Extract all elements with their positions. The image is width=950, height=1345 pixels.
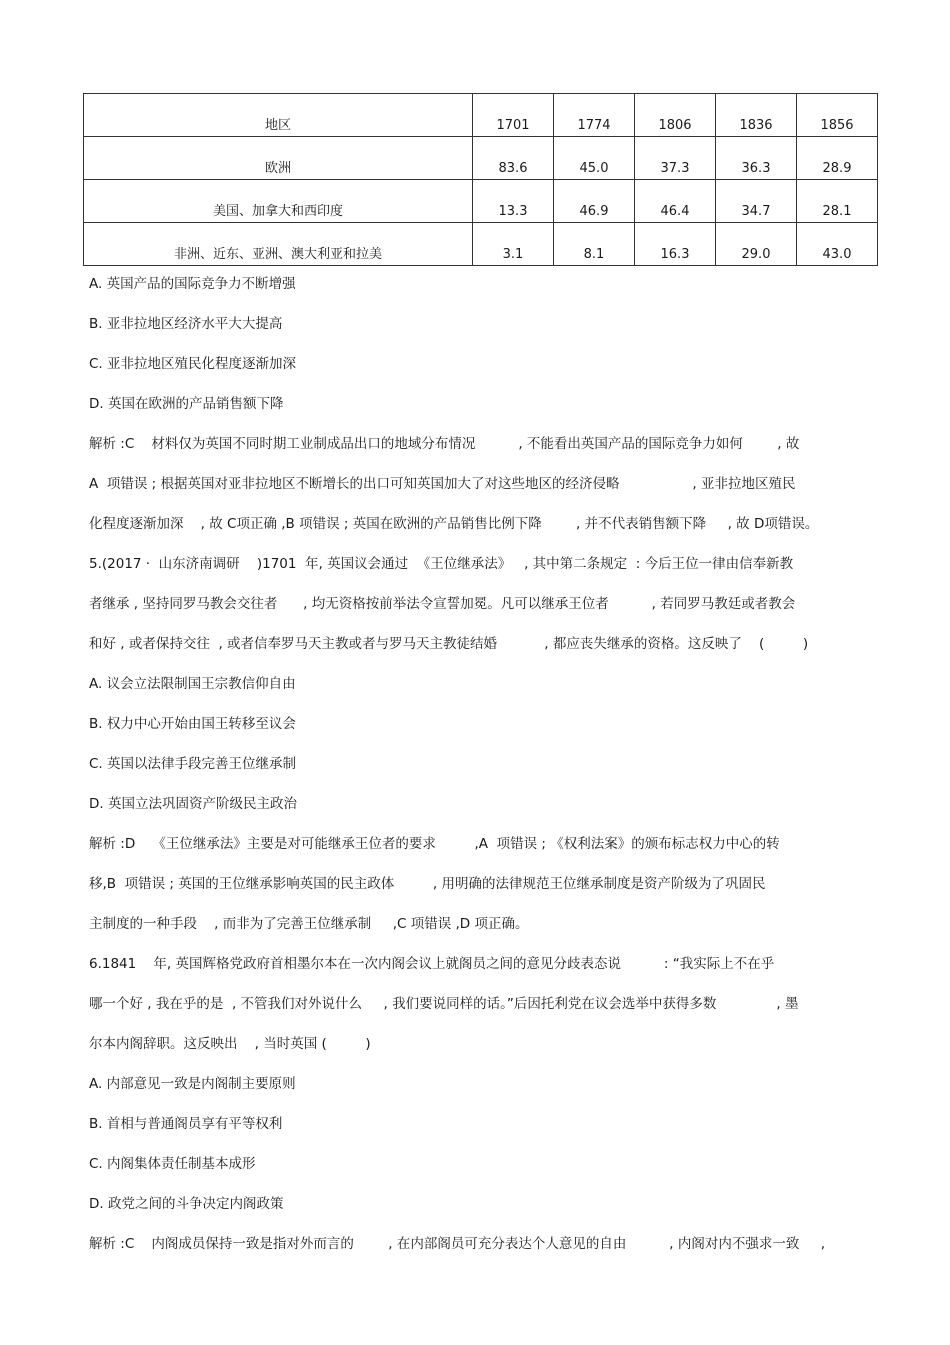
table-cell: 45.0 [554, 137, 635, 180]
table-row [84, 180, 878, 223]
option-d: D. 英国立法巩固资产阶级民主政治 [89, 796, 297, 812]
analysis-line: 移,B 项错误 ; 英国的王位继承影响英国的民主政体 , 用明确的法律规范王位继承制度是资产阶级为了巩固民 [89, 876, 766, 892]
table-cell: 欧洲 [84, 137, 473, 180]
option-c: C. 英国以法律手段完善王位继承制 [89, 756, 297, 772]
header-cell: 1836 [716, 94, 797, 137]
table-cell: 16.3 [635, 223, 716, 266]
table-row [84, 223, 878, 266]
option-d: D. 英国在欧洲的产品销售额下降 [89, 396, 284, 412]
analysis-line: 解析 :C 内阁成员保持一致是指对外而言的 , 在内部阁员可充分表达个人意见的自由 , 内阁对内不强求一致 , [89, 1236, 826, 1252]
option-c: C. 亚非拉地区殖民化程度逐渐加深 [89, 356, 297, 372]
analysis-line: A 项错误 ; 根据英国对亚非拉地区不断增长的出口可知英国加大了对这些地区的经济侵略 , 亚非拉地区殖民 [89, 476, 796, 492]
table-cell: 3.1 [473, 223, 554, 266]
option-b: B. 首相与普通阁员享有平等权利 [89, 1116, 283, 1132]
export-distribution-table [83, 93, 876, 266]
option-b: B. 权力中心开始由国王转移至议会 [89, 716, 296, 732]
analysis-line: 化程度逐渐加深 , 故 C项正确 ,B 项错误 ; 英国在欧洲的产品销售比例下降 , 并不代表销售额下降 , 故 D项错误。 [89, 516, 819, 532]
header-cell: 1806 [635, 94, 716, 137]
table-cell: 34.7 [716, 180, 797, 223]
option-b: B. 亚非拉地区经济水平大大提高 [89, 316, 283, 332]
table-cell: 29.0 [716, 223, 797, 266]
table-cell: 43.0 [797, 223, 878, 266]
table-cell: 37.3 [635, 137, 716, 180]
question-stem-line: 和好 , 或者保持交往 , 或者信奉罗马天主教或者与罗马天主教徒结婚 , 都应丧失继承的资格。这反映了 ( ) [89, 636, 809, 652]
table-cell: 46.4 [635, 180, 716, 223]
table-cell: 28.9 [797, 137, 878, 180]
table-cell: 8.1 [554, 223, 635, 266]
option-d: D. 政党之间的斗争决定内阁政策 [89, 1196, 284, 1212]
table-cell: 13.3 [473, 180, 554, 223]
question-stem-line: 尔本内阁辞职。这反映出 , 当时英国 ( ) [89, 1036, 371, 1052]
question-stem-line: 5.(2017 · 山东济南调研 )1701 年, 英国议会通过 《王位继承法》 , 其中第二条规定 : 今后王位一律由信奉新教 [89, 556, 794, 572]
option-a: A. 议会立法限制国王宗教信仰自由 [89, 676, 296, 692]
header-cell: 1701 [473, 94, 554, 137]
header-cell: 1774 [554, 94, 635, 137]
question-stem-line: 者继承 , 坚持同罗马教会交往者 , 均无资格按前举法令宣誓加冕。凡可以继承王位者 , 若同罗马教廷或者教会 [89, 596, 796, 612]
table-cell: 非洲、近东、亚洲、澳大利亚和拉美 [84, 223, 473, 266]
option-a: A. 英国产品的国际竞争力不断增强 [89, 276, 296, 292]
table-header-row [84, 94, 878, 137]
option-c: C. 内阁集体责任制基本成形 [89, 1156, 256, 1172]
table-cell: 46.9 [554, 180, 635, 223]
table-cell: 美国、加拿大和西印度 [84, 180, 473, 223]
header-cell: 地区 [84, 94, 473, 137]
header-cell: 1856 [797, 94, 878, 137]
table-row [84, 137, 878, 180]
option-a: A. 内部意见一致是内阁制主要原则 [89, 1076, 296, 1092]
analysis-line: 解析 :C 材料仅为英国不同时期工业制成品出口的地域分布情况 , 不能看出英国产品的国际竞争力如何 , 故 [89, 436, 800, 452]
table-cell: 28.1 [797, 180, 878, 223]
analysis-line: 解析 :D 《王位继承法》主要是对可能继承王位者的要求 ,A 项错误 ; 《权利法案》的颁布标志权力中心的转 [89, 836, 780, 852]
table-cell: 83.6 [473, 137, 554, 180]
question-stem-line: 哪一个好 , 我在乎的是 , 不管我们对外说什么 , 我们要说同样的话。”后因托利党在议会选举中获得多数 , 墨 [89, 996, 799, 1012]
analysis-line: 主制度的一种手段 , 而非为了完善王位继承制 ,C 项错误 ,D 项正确。 [89, 916, 529, 932]
table-cell: 36.3 [716, 137, 797, 180]
question-stem-line: 6.1841 年, 英国辉格党政府首相墨尔本在一次内阁会议上就阁员之间的意见分歧表态说 : “我实际上不在乎 [89, 956, 775, 972]
